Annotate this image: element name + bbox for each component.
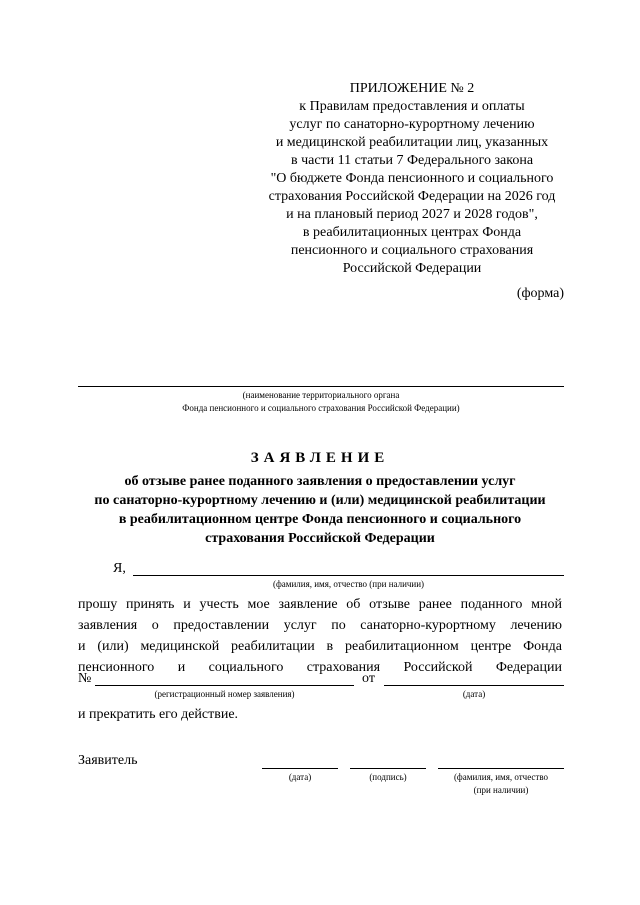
reg-date-hint: (дата) [462, 689, 486, 699]
document-subtitle [60, 472, 580, 548]
reg-number-field[interactable] [95, 685, 354, 686]
body-line: и (или) медицинской реабилитации в реабилитационном центре Фонда [78, 639, 562, 654]
signature-fio-field[interactable] [438, 768, 564, 769]
fio-hint: (фамилия, имя, отчество (при наличии) [272, 579, 425, 589]
subtitle-line: по санаторно-курортному лечению и (или) медицинской реабилитации [94, 493, 546, 508]
reg-number-hint: (регистрационный номер заявления) [154, 689, 295, 699]
appendix-line: услуг по санаторно-курортному лечению [289, 117, 535, 132]
body-paragraph [78, 594, 562, 678]
document-title: ЗАЯВЛЕНИЕ [250, 450, 390, 466]
from-word: от [362, 671, 375, 686]
signature-field[interactable] [350, 768, 426, 769]
signature-date-field[interactable] [262, 768, 338, 769]
appendix-line: Российской Федерации [342, 261, 482, 276]
appendix-line: и медицинской реабилитации лиц, указанных [275, 135, 549, 150]
subtitle-line: в реабилитационном центре Фонда пенсионного и социального [118, 512, 522, 527]
signature-hint: (подпись) [369, 772, 407, 782]
form-label: (форма) [516, 286, 564, 301]
applicant-label: Заявитель [78, 753, 138, 768]
recipient-hint-line1: (наименование территориального органа [242, 390, 400, 400]
subtitle-line: страхования Российской Федерации [205, 531, 435, 546]
recipient-hint-line2: Фонда пенсионного и социального страхования Российской Федерации) [182, 403, 460, 413]
appendix-line: "О бюджете Фонда пенсионного и социального [270, 171, 554, 186]
appendix-line: в части 11 статьи 7 Федерального закона [290, 153, 534, 168]
applicant-fio-field[interactable] [133, 575, 564, 576]
subtitle-line: об отзыве ранее поданного заявления о предоставлении услуг [124, 474, 516, 489]
reg-date-field[interactable] [384, 685, 564, 686]
appendix-header [246, 80, 578, 278]
body-line: прошу принять и учесть мое заявление об отзыве ранее поданного мной [78, 597, 562, 612]
appendix-line: страхования Российской Федерации на 2026 год [268, 189, 556, 204]
appendix-line: и на плановый период 2027 и 2028 годов", [286, 207, 538, 222]
termination-text: и прекратить его действие. [78, 707, 239, 722]
applicant-prefix: Я, [113, 561, 126, 576]
body-line: пенсионного и социального страхования Российской Федерации [78, 660, 562, 675]
signature-date-hint: (дата) [288, 772, 312, 782]
appendix-line: в реабилитационных центрах Фонда [302, 225, 522, 240]
appendix-line: к Правилам предоставления и оплаты [299, 99, 525, 114]
signature-fio-hint-line2: (при наличии) [473, 785, 529, 795]
recipient-field[interactable] [78, 386, 564, 387]
body-line: заявления о предоставлении услуг по санаторно-курортному лечению [78, 618, 562, 633]
number-prefix: № [78, 671, 92, 686]
appendix-line: ПРИЛОЖЕНИЕ № 2 [349, 81, 475, 96]
appendix-line: пенсионного и социального страхования [290, 243, 534, 258]
signature-fio-hint-line1: (фамилия, имя, отчество [453, 772, 549, 782]
